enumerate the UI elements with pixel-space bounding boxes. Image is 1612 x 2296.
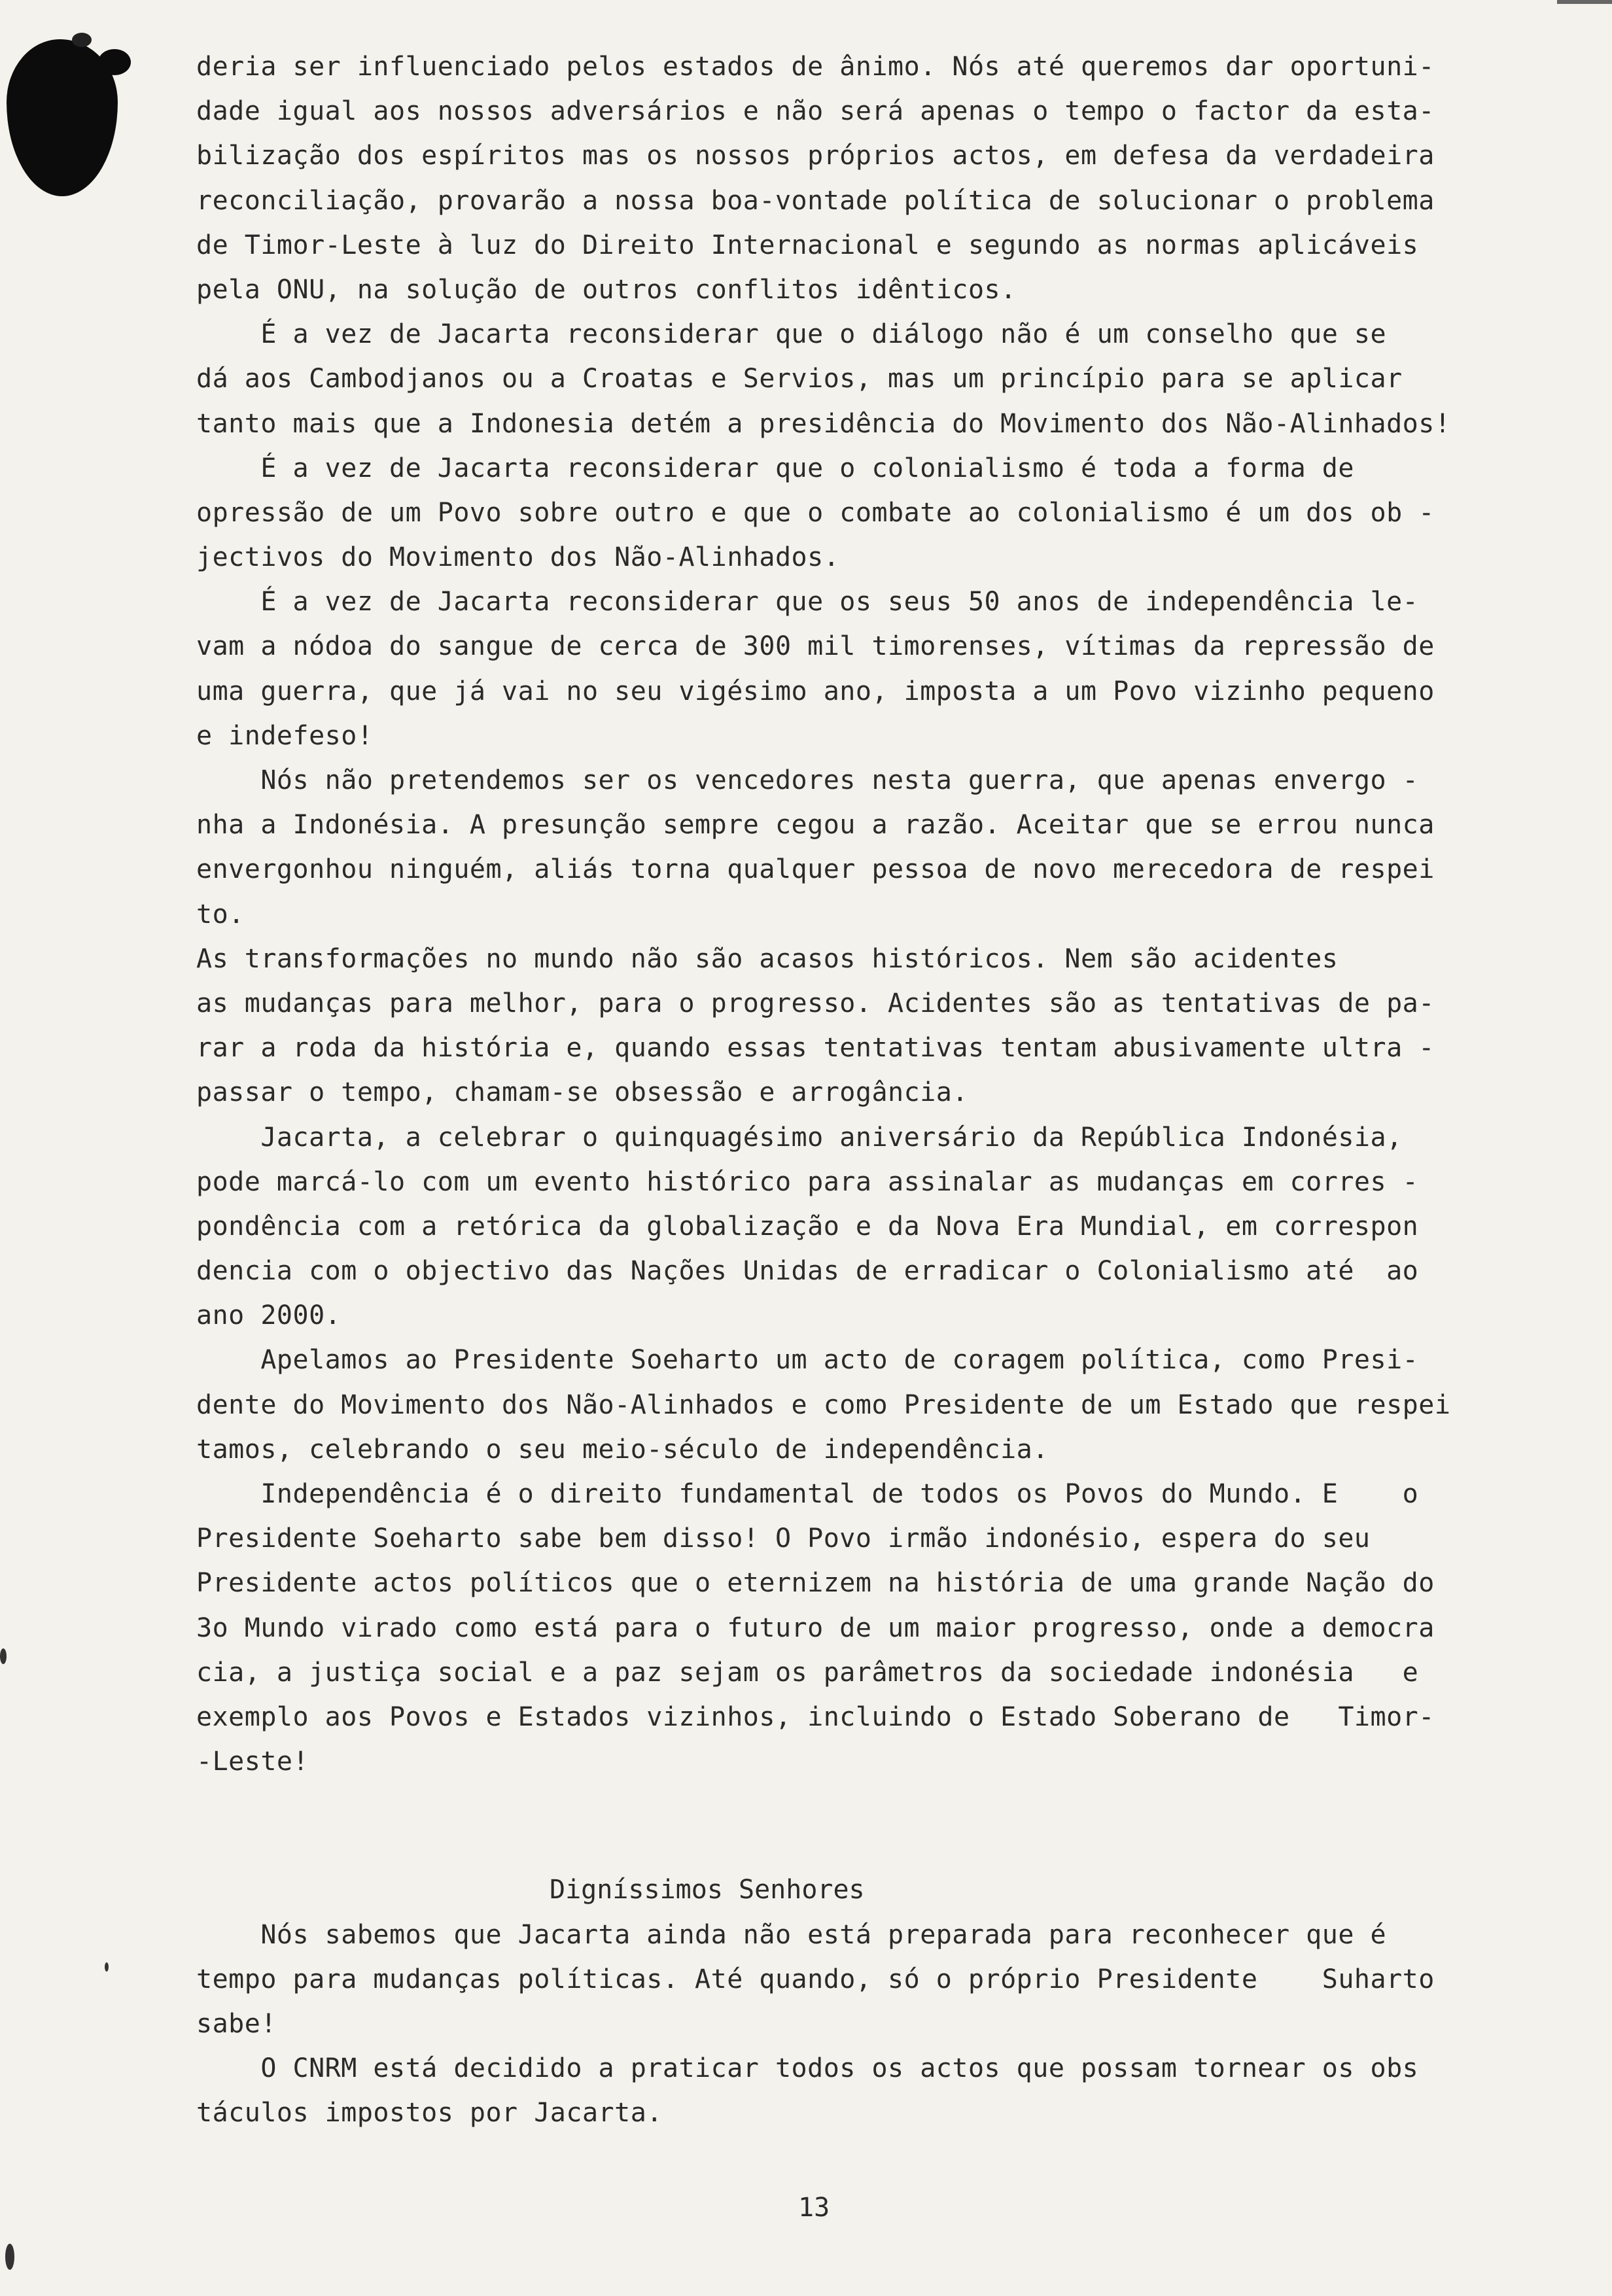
text-line: Apelamos ao Presidente Soeharto um acto de coragem política, como Presi- [196,1345,1419,1376]
text-line: e indefeso! [196,720,374,751]
text-line: Presidente Soeharto sabe bem disso! O Povo irmão indonésio, espera do seu [196,1523,1371,1554]
ink-blot-fragment [72,33,92,47]
text-line: -Leste! [196,1747,309,1777]
text-line: pela ONU, na solução de outros conflitos idênticos. [196,274,1017,305]
scan-speck [105,1962,109,1972]
text-line: as mudanças para melhor, para o progresso. Acidentes são as tentativas de pa- [196,988,1435,1018]
document-body [196,44,1518,2135]
text-line: Jacarta, a celebrar o quinquagésimo aniversário da República Indonésia, [196,1122,1403,1153]
text-line: 3o Mundo virado como está para o futuro de um maior progresso, onde a democra [196,1612,1435,1643]
text-line: É a vez de Jacarta reconsiderar que o diálogo não é um conselho que se [196,319,1387,350]
text-line: dencia com o objectivo das Nações Unidas de erradicar o Colonialismo até ao [196,1256,1419,1287]
text-line: jectivos do Movimento dos Não-Alinhados. [196,542,840,573]
text-line: pode marcá-lo com um evento histórico para assinalar as mudanças em corres - [196,1166,1419,1197]
text-line: nha a Indonésia. A presunção sempre cegou a razão. Aceitar que se errou nunca [196,810,1435,841]
text-line: As transformações no mundo não são acasos históricos. Nem são acidentes [196,943,1339,974]
text-line: cia, a justiça social e a paz sejam os parâmetros da sociedade indonésia e [196,1657,1419,1688]
text-line: pondência com a retórica da globalização e da Nova Era Mundial, em correspon [196,1211,1419,1242]
text-line: uma guerra, que já vai no seu vigésimo ano, imposta a um Povo vizinho pequeno [196,676,1435,706]
paragraph [196,1913,1518,2047]
paragraph [196,2046,1518,2135]
paragraph [196,44,1518,312]
text-line: reconciliação, provarão a nossa boa-vontade política de solucionar o problema [196,185,1435,216]
text-line: de Timor-Leste à luz do Direito Internacional e segundo as normas aplicáveis [196,230,1419,260]
text-line: táculos impostos por Jacarta. [196,2098,663,2129]
text-line: ano 2000. [196,1300,342,1331]
text-line: passar o tempo, chamam-se obsessão e arrogância. [196,1077,968,1108]
text-line: dade igual aos nossos adversários e não será apenas o tempo o factor da esta- [196,96,1435,127]
text-line: Independência é o direito fundamental de todos os Povos do Mundo. E o [196,1479,1419,1509]
text-line: sabe! [196,2008,277,2039]
section-heading: Digníssimos Senhores [550,1875,865,1905]
paragraph [196,446,1518,580]
section-gap [196,1784,1518,1868]
page-number: 13 [798,2193,830,2223]
paragraph [196,937,1518,1115]
text-line: Nós não pretendemos ser os vencedores nesta guerra, que apenas envergo - [196,765,1419,795]
paragraph [196,1115,1518,1338]
text-line: exemplo aos Povos e Estados vizinhos, incluindo o Estado Soberano de Timor- [196,1701,1435,1732]
text-line: É a vez de Jacarta reconsiderar que o colonialismo é toda a forma de [196,453,1354,483]
text-line: tanto mais que a Indonesia detém a presidência do Movimento dos Não-Alinhados! [196,408,1451,439]
text-line: rar a roda da história e, quando essas tentativas tentam abusivamente ultra - [196,1033,1435,1064]
text-line: dá aos Cambodjanos ou a Croatas e Servios, mas um princípio para se aplicar [196,364,1403,394]
text-line: Nós sabemos que Jacarta ainda não está preparada para reconhecer que é [196,1919,1387,1950]
text-line: dente do Movimento dos Não-Alinhados e como Presidente de um Estado que respei [196,1389,1451,1420]
text-line: opressão de um Povo sobre outro e que o combate ao colonialismo é um dos ob - [196,497,1435,528]
paragraph [196,1338,1518,1472]
paragraph [196,1472,1518,1784]
paragraph [196,580,1518,758]
text-line: tempo para mudanças políticas. Até quando, só o próprio Presidente Suharto [196,1964,1435,1994]
ink-blot-fragment [98,49,131,75]
text-line: vam a nódoa do sangue de cerca de 300 mil timorenses, vítimas da repressão de [196,631,1435,662]
text-line: tamos, celebrando o seu meio-século de independência. [196,1434,1049,1465]
text-line: bilização dos espíritos mas os nossos próprios actos, em defesa da verdadeira [196,141,1435,171]
text-line: O CNRM está decidido a praticar todos os actos que possam tornear os obs [196,2053,1419,2084]
paragraph [196,758,1518,937]
paragraph [196,312,1518,446]
scan-edge-mark [1557,0,1612,4]
scan-speck [5,2244,14,2270]
text-line: envergonhou ninguém, aliás torna qualquer pessoa de novo merecedora de respei [196,854,1435,885]
text-line: deria ser influenciado pelos estados de ânimo. Nós até queremos dar oportuni- [196,52,1435,82]
text-line: É a vez de Jacarta reconsiderar que os seus 50 anos de independência le- [196,587,1419,617]
text-line: to. [196,899,245,930]
scan-speck [0,1648,7,1664]
text-line: Presidente actos políticos que o eternizem na história de uma grande Nação do [196,1568,1435,1599]
